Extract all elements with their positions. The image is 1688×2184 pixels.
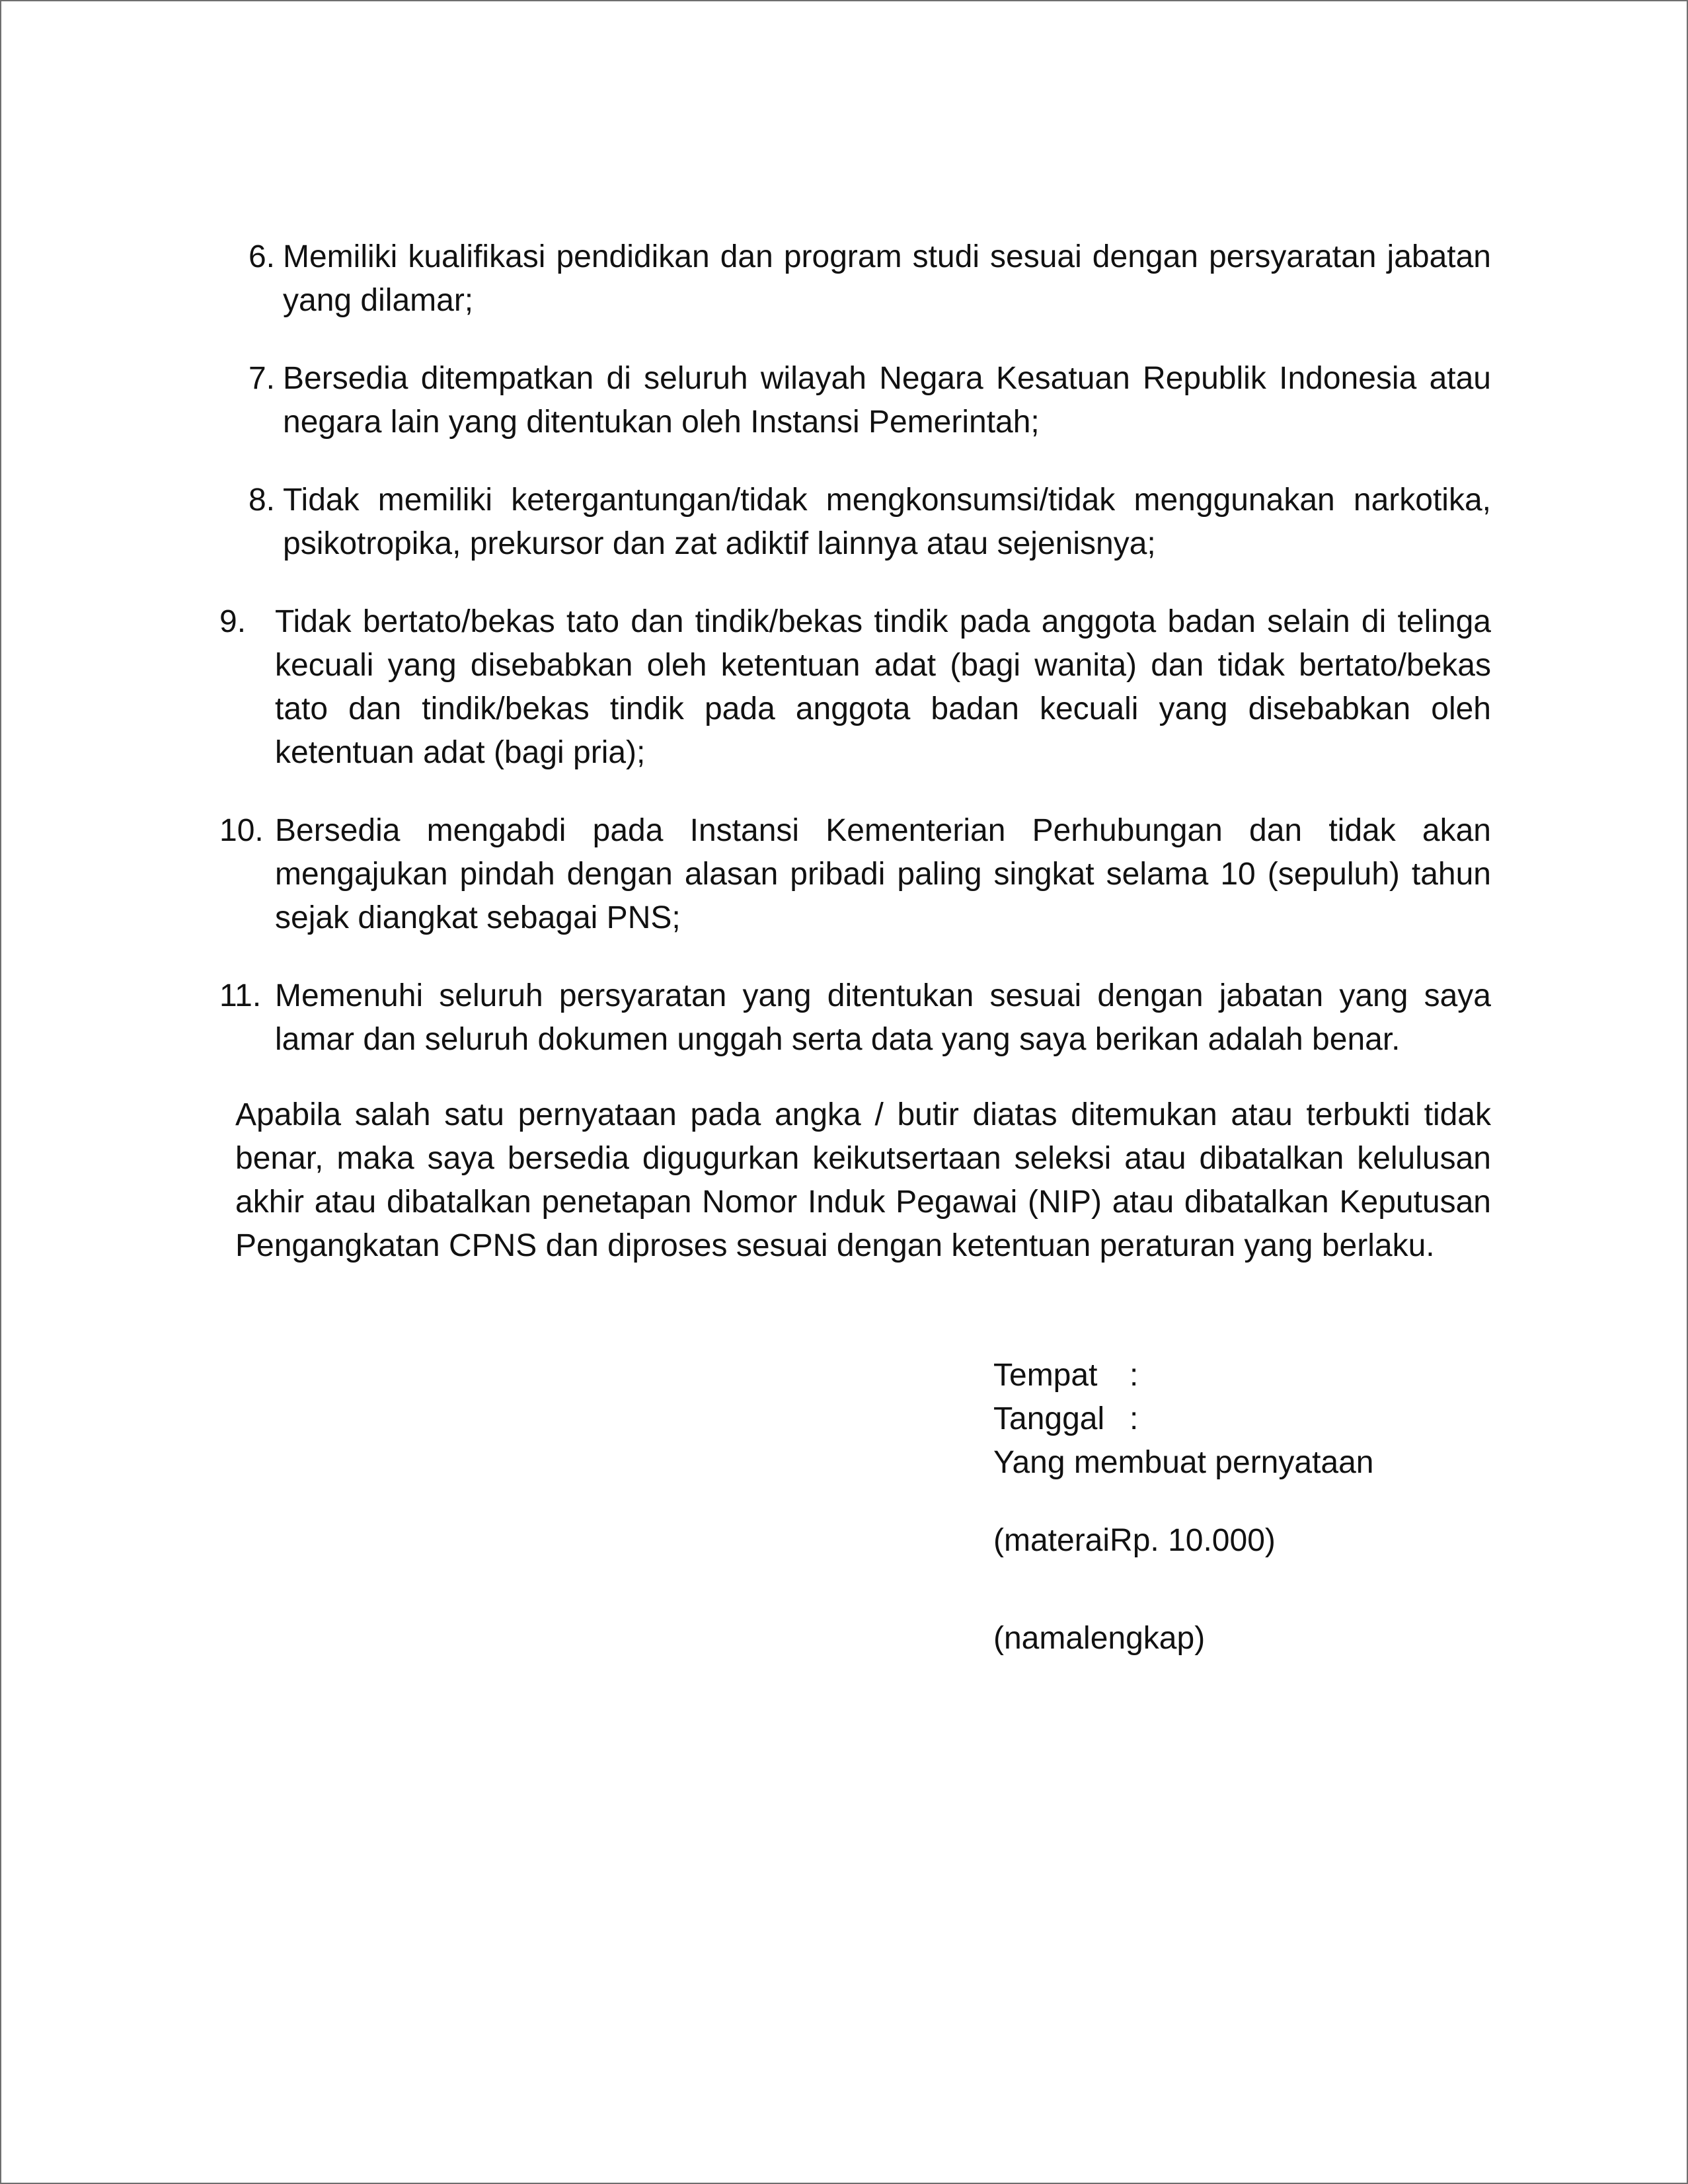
list-item xyxy=(235,357,1491,444)
list-item xyxy=(219,974,1491,1062)
item-text: Tidak bertato/bekas tato dan tindik/bekas tindik pada anggota badan selain di telinga kecuali yang disebabkan oleh ketentuan adat (bagi wanita) dan tidak bertato/bekas tato dan tindik/bekas tindik pada anggota badan kecuali yang disebabkan oleh ketentuan adat (bagi pria); xyxy=(275,604,1491,770)
list-item xyxy=(235,479,1491,566)
statement-body xyxy=(219,235,1491,1268)
stamp-placeholder: (materaiRp. 10.000) xyxy=(993,1523,1276,1558)
item-number: 8. xyxy=(248,483,275,518)
date-label: Tanggal xyxy=(993,1401,1105,1436)
place-separator: : xyxy=(1130,1358,1139,1393)
list-item xyxy=(219,809,1491,940)
item-number: 7. xyxy=(248,361,275,396)
list-item xyxy=(235,235,1491,323)
place-row xyxy=(993,1354,1373,1397)
item-number: 6. xyxy=(248,239,275,274)
spacer xyxy=(993,1563,1373,1617)
item-number: 9. xyxy=(219,604,247,639)
item-number: 10. xyxy=(219,813,264,848)
item-number: 11. xyxy=(219,978,262,1013)
item-text: Bersedia mengabdi pada Instansi Kementerian Perhubungan dan tidak akan mengajukan pindah dengan alasan pribadi paling singkat selama 10 (sepuluh) tahun sejak diangkat sebagai PNS; xyxy=(275,813,1491,935)
maker-label: Yang membuat pernyataan xyxy=(993,1445,1374,1480)
spacer xyxy=(993,1485,1373,1519)
list-item xyxy=(219,600,1491,775)
item-text: Memenuhi seluruh persyaratan yang ditentukan sesuai dengan jabatan yang saya lamar dan seluruh dokumen unggah serta data yang saya berikan adalah benar. xyxy=(275,978,1491,1057)
signature-block xyxy=(993,1354,1373,1660)
item-text: Bersedia ditempatkan di seluruh wilayah Negara Kesatuan Republik Indonesia atau negara lain yang ditentukan oleh Instansi Pemerintah; xyxy=(283,361,1491,440)
place-label: Tempat xyxy=(993,1358,1098,1393)
item-text: Tidak memiliki ketergantungan/tidak mengkonsumsi/tidak menggunakan narkotika, psikotropika, prekursor dan zat adiktif lainnya atau sejenisnya; xyxy=(283,483,1491,561)
date-separator: : xyxy=(1130,1401,1139,1436)
full-name-placeholder: (namalengkap) xyxy=(993,1621,1206,1656)
closing-paragraph: Apabila salah satu pernyataan pada angka / butir diatas ditemukan atau terbukti tidak benar, maka saya bersedia digugurkan keikutsertaan seleksi atau dibatalkan kelulusan akhir atau dibatalkan penetapan Nomor Induk Pegawai (NIP) atau dibatalkan Keputusan Pengangkatan CPNS dan diproses sesuai dengan ketentuan peraturan yang berlaku. xyxy=(235,1097,1491,1263)
item-text: Memiliki kualifikasi pendidikan dan program studi sesuai dengan persyaratan jabatan yang dilamar; xyxy=(283,239,1491,318)
date-row xyxy=(993,1397,1373,1441)
